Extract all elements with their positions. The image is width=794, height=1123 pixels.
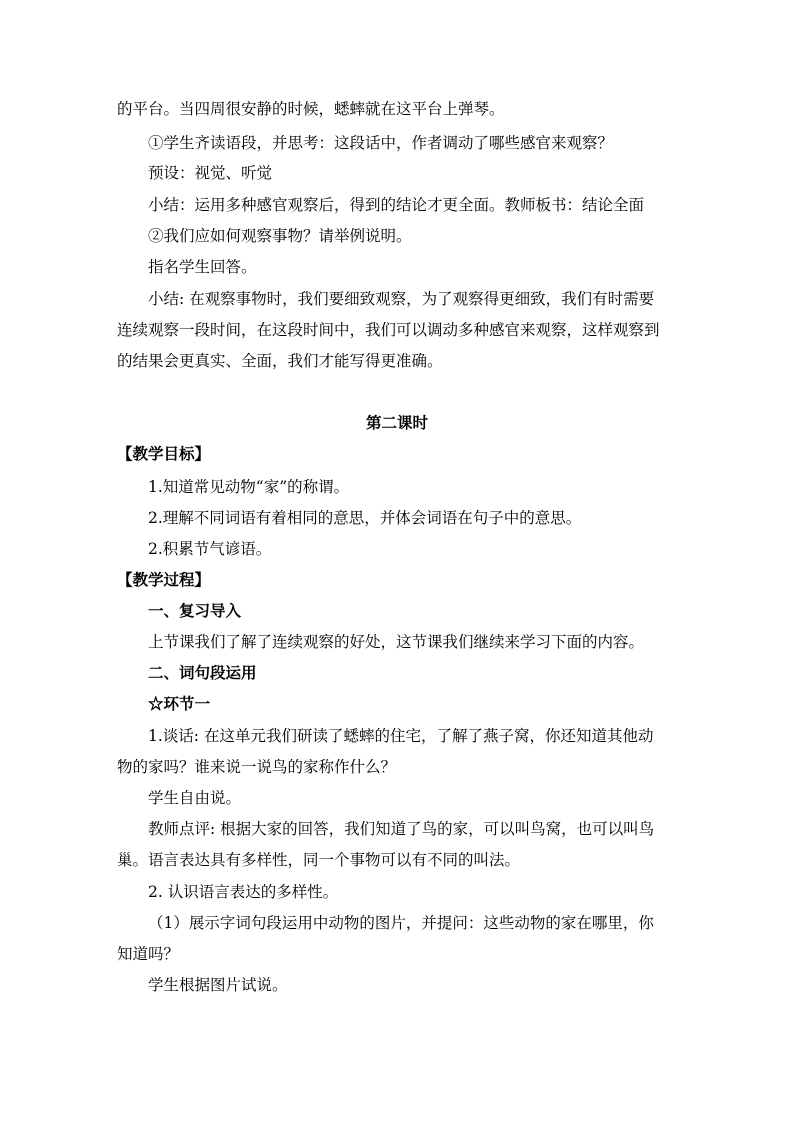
- paragraph-line: 1.谈话: 在这单元我们研读了蟋蟀的住宅，了解了燕子窝，你还知道其他动: [148, 727, 654, 745]
- paragraph: 指名学生回答。: [148, 258, 257, 276]
- section-title: 第二课时: [365, 413, 428, 432]
- list-item: 1.知道常见动物“家”的称谓。: [148, 478, 350, 496]
- paragraph-line: 的平台。当四周很安静的时候，蟋蟀就在这平台上弹琴。: [117, 100, 505, 118]
- list-item: 2.理解不同词语有着相同的意思，并体会词语在句子中的意思。: [148, 509, 582, 527]
- paragraph-line: 知道吗？: [117, 945, 180, 963]
- paragraph: 学生根据图片试说。: [148, 976, 288, 994]
- paragraph-line: （1）展示字词句段运用中动物的图片，并提问：这些动物的家在哪里，你: [148, 914, 654, 932]
- paragraph-line: 巢。语言表达具有多样性，同一个事物可以有不同的叫法。: [117, 851, 521, 869]
- segment-heading: ☆环节一: [148, 694, 211, 713]
- paragraph: 学生自由说。: [148, 789, 242, 807]
- paragraph: 上节课我们了解了连续观察的好处，这节课我们继续来学习下面的内容。: [148, 633, 645, 651]
- list-item: 2. 认识语言表达的多样性。: [148, 883, 339, 901]
- paragraph-line: 教师点评: 根据大家的回答，我们知道了鸟的家，可以叫鸟窝，也可以叫鸟: [148, 820, 655, 838]
- paragraph: 小结：运用多种感官观察后，得到的结论才更全面。教师板书：结论全面: [148, 196, 645, 214]
- paragraph-line: 小结: 在观察事物时，我们要细致观察，为了观察得更细致，我们有时需要: [148, 290, 655, 308]
- paragraph-line: 物的家吗？谁来说一说鸟的家称作什么？: [117, 758, 397, 776]
- section-heading: 【教学过程】: [117, 570, 211, 589]
- paragraph-line: 的结果会更真实、全面，我们才能写得更准确。: [117, 352, 443, 370]
- list-item: 2.积累节气谚语。: [148, 540, 272, 558]
- paragraph-line: 连续观察一段时间，在这段时间中，我们可以调动多种感官来观察，这样观察到: [117, 321, 660, 339]
- paragraph: ①学生齐读语段，并思考：这段话中，作者调动了哪些感官来观察？: [148, 134, 614, 152]
- paragraph: 预设：视觉、听觉: [148, 164, 273, 182]
- section-heading: 【教学目标】: [117, 444, 211, 463]
- paragraph: ②我们应如何观察事物？请举例说明。: [148, 227, 412, 245]
- subsection-heading: 二、词句段运用: [148, 663, 257, 682]
- subsection-heading: 一、复习导入: [148, 601, 242, 620]
